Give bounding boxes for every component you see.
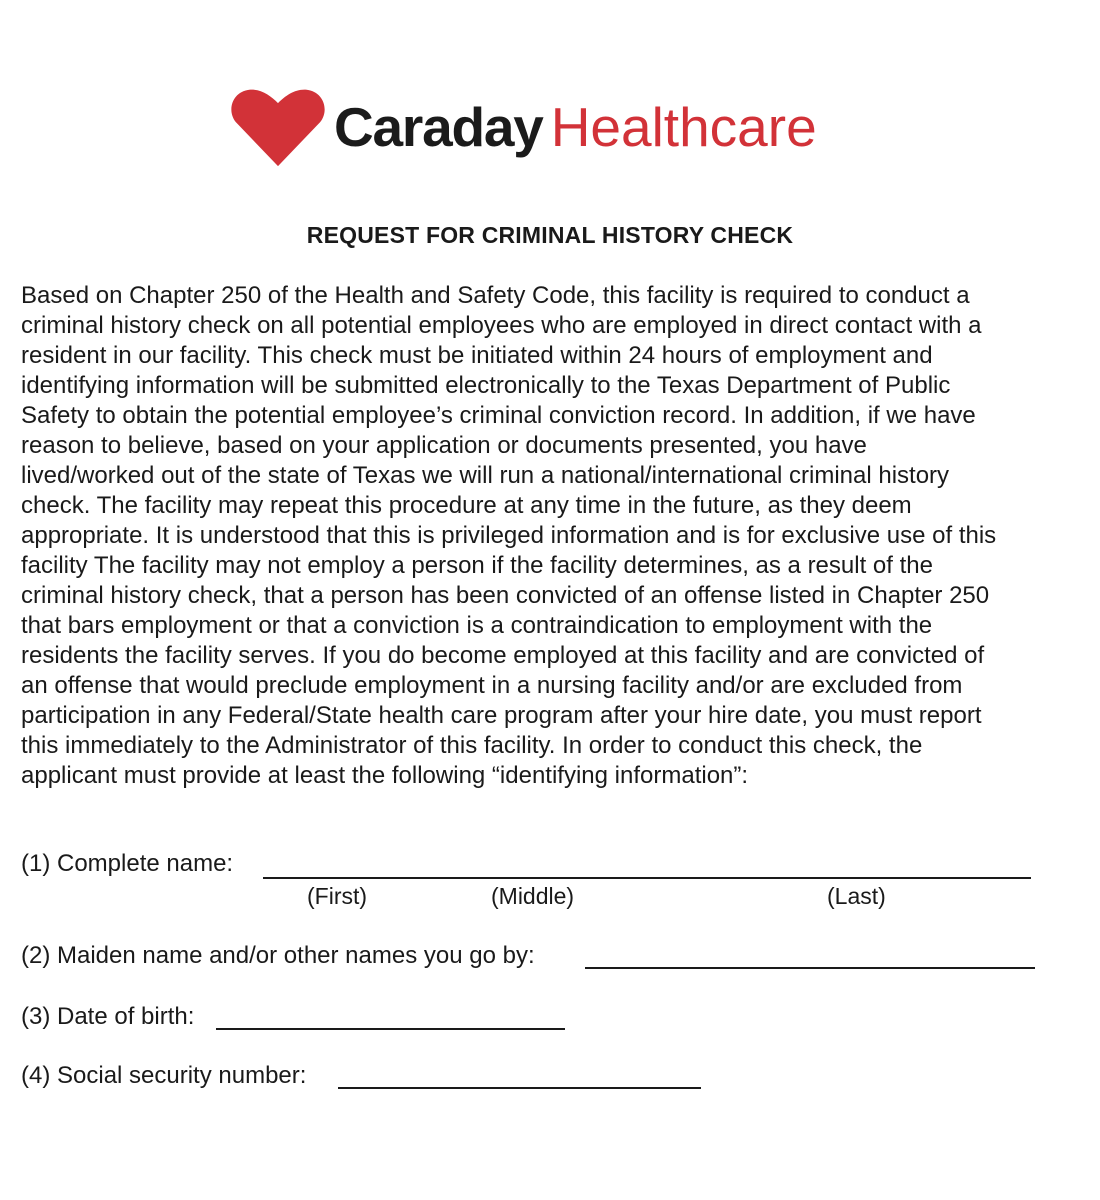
brand-name [334, 95, 817, 158]
intro-line: residents the facility serves. If you do become employed at this facility and are convicted of [21, 642, 985, 669]
maiden-name-input[interactable] [585, 967, 1035, 969]
intro-line: Safety to obtain the potential employee’s criminal conviction record. In addition, if we have [21, 402, 976, 429]
document-title: REQUEST FOR CRIMINAL HISTORY CHECK [306, 222, 794, 248]
intro-paragraph [21, 281, 1091, 791]
intro-line: facility The facility may not employ a person if the facility determines, as a result of the [21, 552, 933, 579]
intro-line: participation in any Federal/State health care program after your hire date, you must report [21, 702, 982, 729]
brand-primary: Caraday [334, 95, 543, 158]
intro-line: reason to believe, based on your application or documents presented, you have [21, 432, 867, 459]
dob-label: (3) Date of birth: [21, 1003, 195, 1030]
company-logo [230, 82, 817, 172]
intro-line: check. The facility may repeat this procedure at any time in the future, as they deem [21, 492, 912, 519]
middle-name-caption: (Middle) [491, 883, 575, 909]
maiden-name-label: (2) Maiden name and/or other names you go by: [21, 942, 535, 969]
intro-line: this immediately to the Administrator of this facility. In order to conduct this check, the [21, 732, 923, 759]
intro-line: lived/worked out of the state of Texas we will run a national/international criminal history [21, 462, 950, 489]
ssn-input[interactable] [338, 1087, 701, 1089]
last-name-caption: (Last) [827, 883, 886, 909]
intro-line: identifying information will be submitted electronically to the Texas Department of Public [21, 372, 951, 399]
dob-input[interactable] [216, 1028, 565, 1030]
first-name-caption: (First) [307, 883, 368, 909]
intro-line: criminal history check, that a person has been convicted of an offense listed in Chapter 250 [21, 582, 990, 609]
ssn-label: (4) Social security number: [21, 1062, 307, 1089]
intro-line: Based on Chapter 250 of the Health and Safety Code, this facility is required to conduct a [21, 282, 970, 309]
brand-secondary: Healthcare [550, 95, 817, 158]
intro-line: resident in our facility. This check must be initiated within 24 hours of employment and [21, 342, 933, 369]
intro-line: applicant must provide at least the following “identifying information”: [21, 762, 749, 789]
intro-line: appropriate. It is understood that this is privileged information and is for exclusive use of this [21, 522, 997, 549]
complete-name-label: (1) Complete name: [21, 850, 234, 877]
intro-line: an offense that would preclude employment in a nursing facility and/or are excluded from [21, 672, 963, 699]
complete-name-input[interactable] [263, 877, 1031, 879]
intro-line: criminal history check on all potential employees who are employed in direct contact with a [21, 312, 982, 339]
heart-chevron-logo-icon [230, 84, 326, 170]
intro-line: that bars employment or that a conviction is a contraindication to employment with the [21, 612, 933, 639]
